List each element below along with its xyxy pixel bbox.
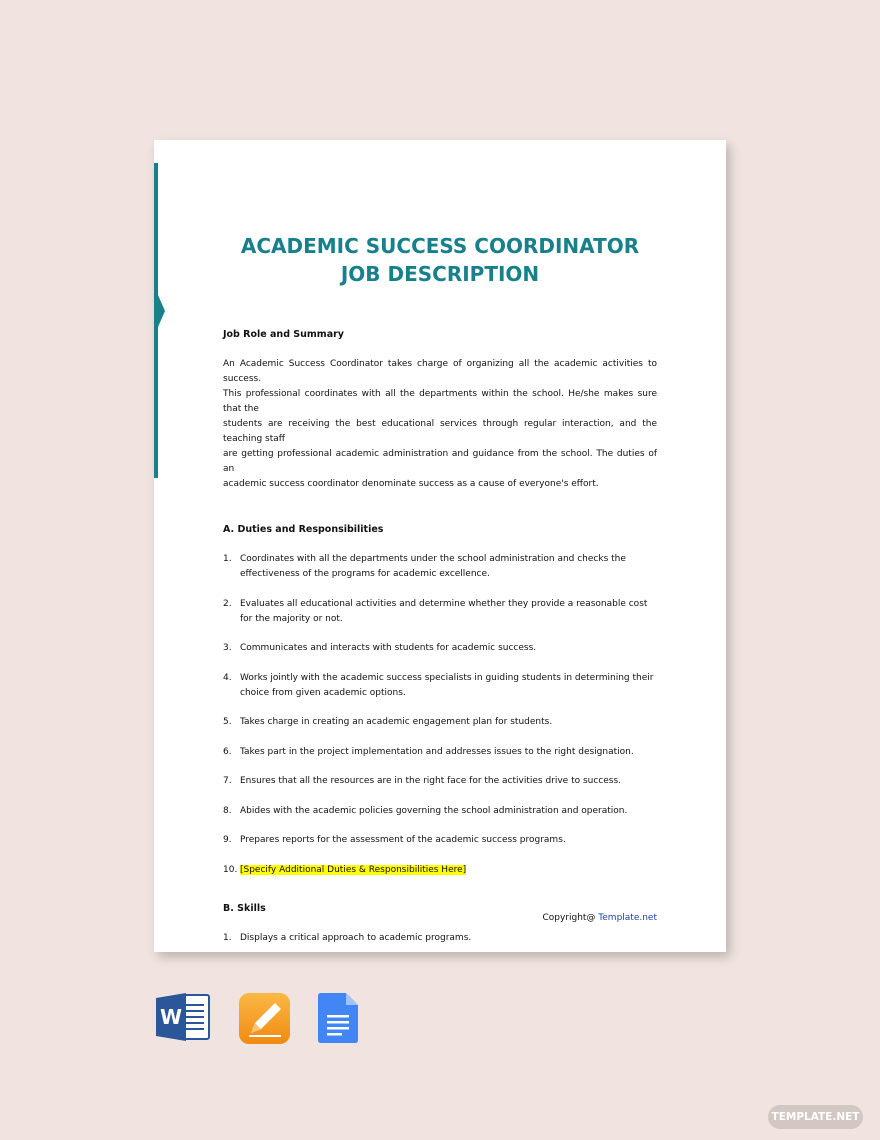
document-body [223, 327, 657, 960]
list-item-text [240, 931, 657, 946]
title-line-2: JOB DESCRIPTION [340, 262, 540, 286]
google-docs-icon[interactable] [318, 993, 358, 1048]
list-item [223, 833, 657, 848]
title-line-1: ACADEMIC SUCCESS COORDINATOR [240, 234, 640, 258]
list-item [223, 552, 657, 582]
list-item [223, 715, 657, 730]
list-item-number: 1. [223, 932, 232, 943]
document-page [154, 140, 726, 952]
list-item-number: 10. [223, 864, 238, 875]
accent-arrow [158, 295, 165, 327]
list-item [223, 804, 657, 819]
list-item-text [240, 804, 657, 819]
role-heading: Job Role and Summary [223, 329, 344, 340]
skills-list [223, 931, 657, 946]
list-item [223, 774, 657, 789]
word-icon-letter: W [159, 1005, 183, 1029]
list-item-content: Works jointly with the academic success specialists in guiding students in determining their choice from given academic options. [240, 672, 654, 698]
list-item-content: Displays a critical approach to academic programs. [240, 932, 472, 943]
template-net-badge[interactable]: TEMPLATE.NET [768, 1105, 863, 1129]
list-item-number: 6. [223, 746, 232, 757]
list-item [223, 745, 657, 760]
list-item [223, 641, 657, 656]
copyright-prefix: Copyright@ [542, 913, 599, 923]
list-item-number: 4. [223, 672, 232, 683]
summary-paragraph: An Academic Success Coordinator takes charge of organizing all the academic activities to success. This professional coordinates with all the departments within the school. He/she makes sure that the students are receiving the best educational services through regular interaction, and the teaching staff are getting professional academic administration and guidance from the school. The duties of an academic success coordinator denominate success as a cause of everyone's effort. [223, 359, 657, 489]
duties-list [223, 552, 657, 878]
list-item-number: 1. [223, 554, 232, 564]
list-item-text [240, 597, 657, 627]
copyright [542, 913, 657, 923]
list-item-number: 2. [223, 598, 232, 609]
list-item-text [240, 671, 657, 701]
list-item-content: Takes part in the project implementation and addresses issues to the right designation. [240, 746, 634, 757]
list-item-text [240, 715, 657, 730]
list-item-content: Prepares reports for the assessment of the academic success programs. [240, 835, 566, 845]
list-item-content: Abides with the academic policies governing the school administration and operation. [240, 805, 628, 816]
list-item-number: 9. [223, 835, 232, 845]
list-item-text [240, 641, 657, 656]
list-item-number: 5. [223, 717, 232, 727]
list-item-text [240, 552, 657, 582]
document-title [154, 232, 726, 288]
list-item-text [240, 774, 657, 789]
list-item-number: 3. [223, 643, 232, 653]
copyright-link[interactable]: Template.net [598, 913, 657, 923]
list-item-content: Coordinates with all the departments under the school administration and checks the effectiveness of the programs for academic excellence. [240, 554, 626, 579]
word-icon[interactable] [156, 992, 210, 1047]
pages-icon[interactable] [239, 993, 290, 1049]
list-item-text [240, 833, 657, 848]
skills-heading: B. Skills [223, 902, 266, 914]
list-item-text [240, 745, 657, 760]
list-item [223, 597, 657, 627]
list-item-content: Communicates and interacts with students for academic success. [240, 643, 537, 653]
duties-heading: A. Duties and Responsibilities [223, 524, 384, 535]
list-item-content: Evaluates all educational activities and determine whether they provide a reasonable cost for the majority or not. [240, 598, 648, 624]
list-item-number: 7. [223, 776, 232, 786]
list-item [223, 931, 657, 946]
list-item-content: Takes charge in creating an academic engagement plan for students. [240, 717, 553, 727]
list-item [223, 671, 657, 701]
list-item-content: Ensures that all the resources are in the right face for the activities drive to success. [240, 776, 622, 786]
placeholder-highlight: [Specify Additional Duties & Responsibilities Here] [240, 864, 467, 875]
list-item-text [240, 863, 657, 878]
list-item [223, 863, 657, 878]
list-item-number: 8. [223, 805, 232, 816]
